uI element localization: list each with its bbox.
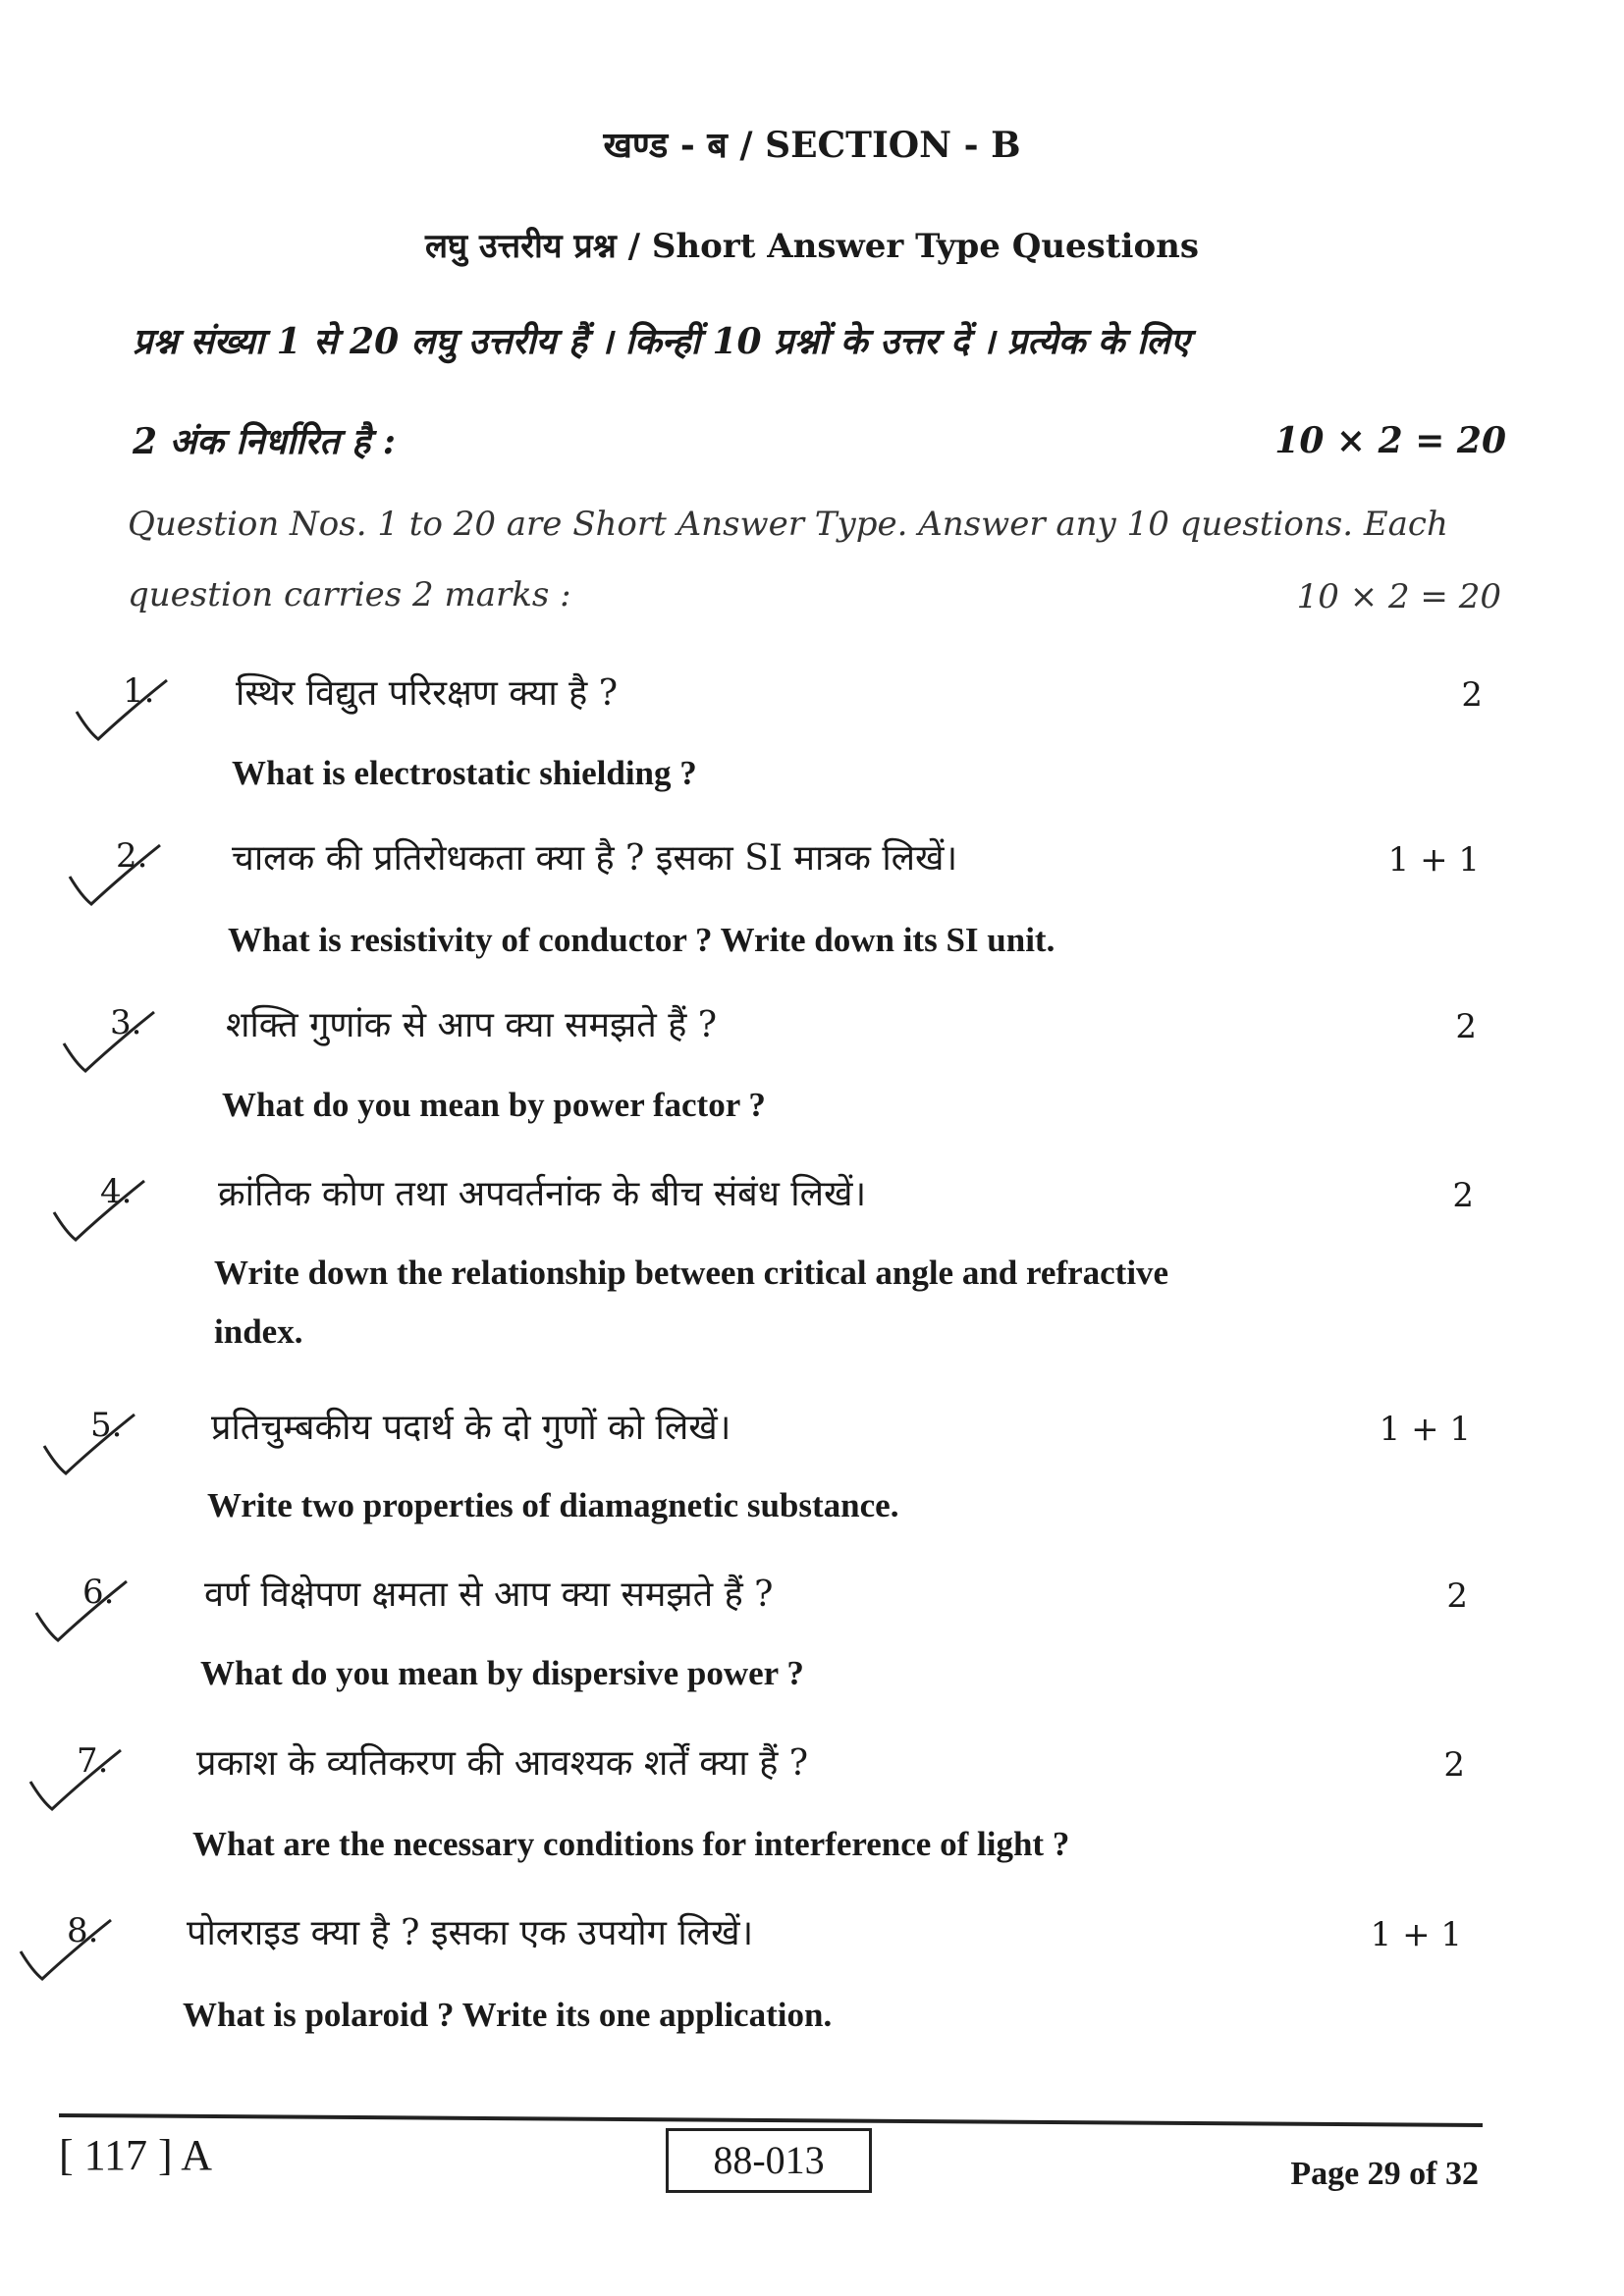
tick-mark-icon: [56, 1004, 164, 1093]
instruction-hindi-line1: प्रश्न संख्या 1 से 20 लघु उत्तरीय हैं । किन्हीं 10 प्रश्नों के उत्तर दें । प्रत्येक के लिए: [133, 321, 1190, 362]
question-marks: 2: [1461, 675, 1483, 715]
question-hindi: क्रांतिक कोण तथा अपवर्तनांक के बीच संबंध लिखें।: [218, 1174, 867, 1214]
instruction-hindi-marks: 10 × 2 = 20: [1274, 420, 1506, 461]
footer-paper-code: [ 117 ] A: [59, 2131, 213, 2179]
question-english: Write down the relationship between critical angle and refractive: [214, 1254, 1169, 1292]
tick-mark-icon: [28, 1574, 136, 1662]
footer-divider: [59, 2113, 1483, 2127]
question-hindi: पोलराइड क्या है ? इसका एक उपयोग लिखें।: [187, 1913, 754, 1953]
question-number: 8.: [67, 1911, 99, 1950]
question-hindi: प्रतिचुम्बकीय पदार्थ के दो गुणों को लिखें।: [211, 1408, 731, 1448]
instruction-hindi-line2: 2 अंक निर्धारित है :: [133, 421, 397, 462]
question-english-continued: index.: [214, 1312, 303, 1351]
question-number: 7.: [77, 1741, 109, 1781]
question-english: Write two properties of diamagnetic substance.: [207, 1486, 899, 1524]
footer-subject-code: 88-013: [666, 2128, 872, 2193]
section-subtitle: लघु उत्तरीय प्रश्न / Short Answer Type Questions: [425, 227, 1199, 266]
question-number: 4.: [100, 1172, 133, 1211]
footer-page-number: Page 29 of 32: [1290, 2156, 1479, 2192]
question-english: What is electrostatic shielding ?: [232, 754, 697, 792]
tick-mark-icon: [23, 1742, 131, 1831]
question-number: 6.: [82, 1573, 115, 1612]
question-english: What do you mean by power factor ?: [222, 1086, 766, 1124]
question-number: 2.: [116, 836, 148, 876]
question-hindi: चालक की प्रतिरोधकता क्या है ? इसका SI मात्रक लिखें।: [232, 838, 958, 879]
question-number: 1.: [123, 671, 155, 711]
instruction-english-line2: question carries 2 marks :: [128, 575, 571, 614]
tick-mark-icon: [13, 1912, 121, 2001]
question-marks: 1 + 1: [1387, 840, 1480, 880]
tick-mark-icon: [36, 1407, 144, 1495]
question-marks: 1 + 1: [1370, 1915, 1462, 1954]
question-marks: 2: [1455, 1007, 1477, 1046]
question-number: 5.: [90, 1406, 123, 1445]
tick-mark-icon: [69, 672, 177, 761]
question-marks: 2: [1446, 1576, 1468, 1616]
instruction-english-line1: Question Nos. 1 to 20 are Short Answer Type. Answer any 10 questions. Each: [128, 505, 1448, 544]
question-marks: 2: [1452, 1176, 1474, 1215]
question-english: What is resistivity of conductor ? Write down its SI unit.: [228, 921, 1056, 959]
tick-mark-icon: [46, 1173, 154, 1261]
question-hindi: प्रकाश के व्यतिकरण की आवश्यक शर्तें क्या हैं ?: [196, 1743, 809, 1784]
question-english: What is polaroid ? Write its one application.: [183, 1996, 833, 2034]
question-marks: 2: [1443, 1745, 1465, 1785]
section-title: खण्ड - ब / SECTION - B: [603, 125, 1021, 166]
instruction-english-marks: 10 × 2 = 20: [1296, 577, 1501, 616]
question-hindi: वर्ण विक्षेपण क्षमता से आप क्या समझते हैं ?: [204, 1575, 774, 1615]
question-hindi: स्थिर विद्युत परिरक्षण क्या है ?: [236, 673, 619, 714]
question-english: What are the necessary conditions for interference of light ?: [192, 1825, 1070, 1863]
question-marks: 1 + 1: [1379, 1410, 1471, 1449]
question-number: 3.: [110, 1003, 142, 1042]
question-hindi: शक्ति गुणांक से आप क्या समझते हैं ?: [226, 1005, 718, 1045]
question-english: What do you mean by dispersive power ?: [200, 1654, 804, 1692]
tick-mark-icon: [62, 837, 170, 926]
